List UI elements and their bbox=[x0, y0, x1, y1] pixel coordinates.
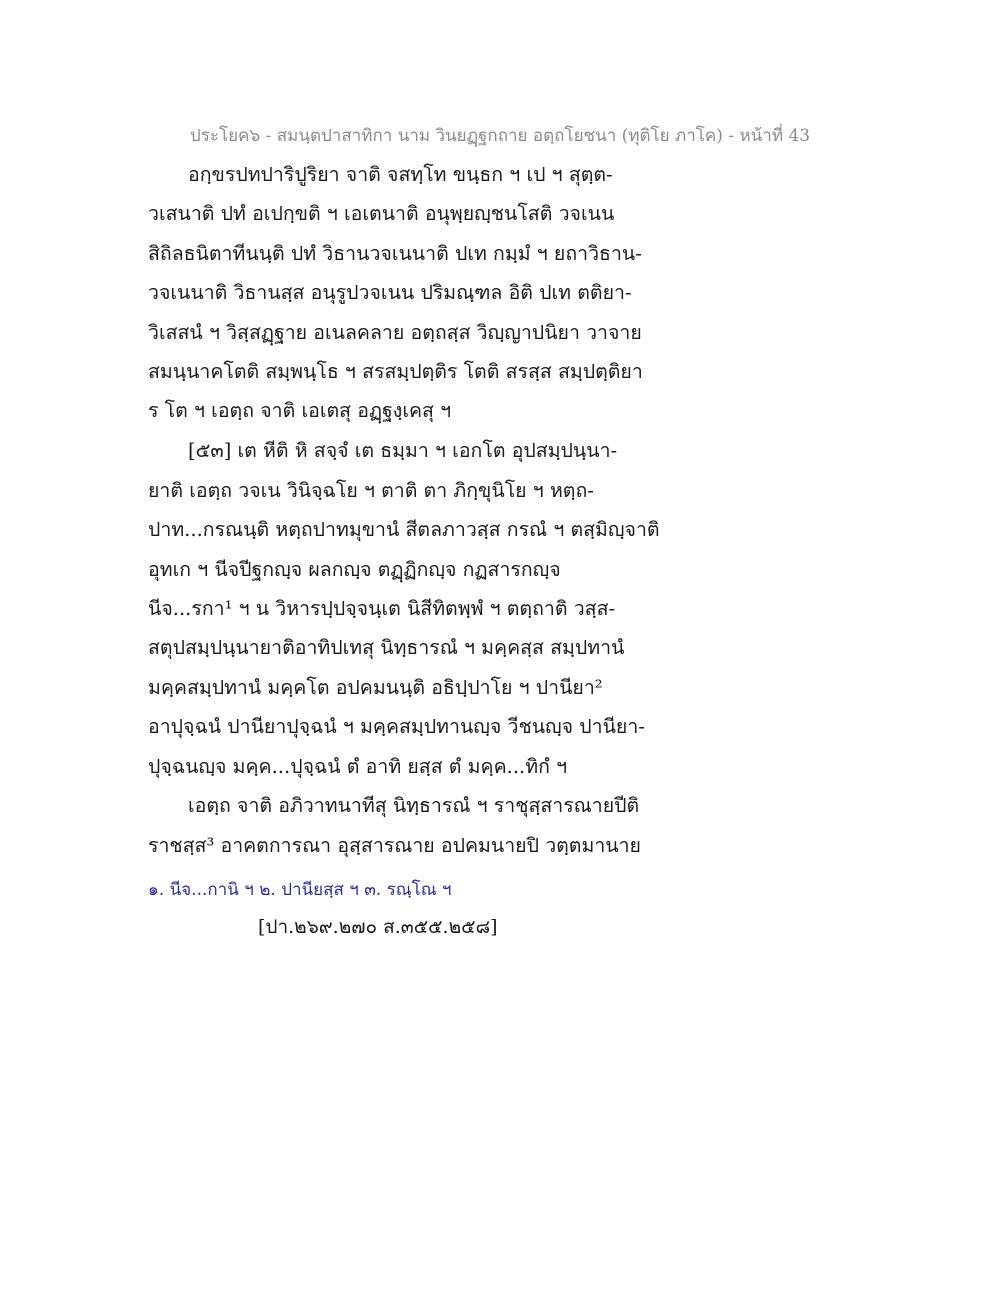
text-line: อกฺขรปทปาริปูริยา จาติ จสทฺโท ขนฺธก ฯ เป ฯ สุตฺต- bbox=[188, 163, 613, 186]
text-line: ปุจฺฉนญฺจ มคฺค...ปุจฺฉนํ ตํ อาทิ ยสฺส ตํ มคฺค...ทิกํ ฯ bbox=[148, 755, 568, 778]
text-line: มคฺคสมฺปทานํ มคฺคโต อปคมนนฺติ อธิปฺปาโย ฯ ปานียา² bbox=[148, 676, 603, 699]
footnotes: ๑. นีจ...กานิ ฯ ๒. ปานียสฺส ฯ ๓. รณฺโณ ฯ bbox=[148, 880, 452, 900]
text-line: [๕๓] เต หีติ หิ สจฺจํ เต ธมฺมา ฯ เอกโต อุปสมฺปนฺนา- bbox=[188, 439, 618, 462]
text-line: ราชสฺส³ อาคตการณา อุสฺสารณาย อปคมนายปิ วตฺตมานาย bbox=[148, 834, 641, 857]
text-line: สมนฺนาคโตติ สมฺพนฺโธ ฯ สรสมฺปตฺติร โตติ สรสฺส สมฺปตฺติยา bbox=[148, 360, 643, 383]
page-header: ประโยค๖ - สมนฺตปาสาทิกา นาม วินยฏฺฐกถาย อตฺถโยชนา (ทุติโย ภาโค) - หน้าที่ 43 bbox=[189, 126, 811, 146]
text-line: สตุปสมฺปนฺนายาติอาทิปเทสุ นิทฺธารณํ ฯ มคฺคสฺส สมฺปทานํ bbox=[148, 636, 625, 659]
text-line: อุทเก ฯ นีจปีฐกญฺจ ผลกญฺจ ตฏฺฏิกญฺจ กฏสารกญฺจ bbox=[148, 558, 561, 581]
text-line: ปาท...กรณนฺติ หตฺถปาทมุขานํ สีตลภาวสฺส กรณํ ฯ ตสฺมิญฺจาติ bbox=[148, 518, 660, 541]
text-line: ร โต ฯ เอตฺถ จาติ เอเตสุ อฏฺฐงฺเคสุ ฯ bbox=[148, 399, 452, 422]
text-line: ยาติ เอตฺถ วจเน วินิจฺฉโย ฯ ตาติ ตา ภิกฺขุนิโย ฯ หตฺถ- bbox=[148, 479, 594, 502]
text-line: นีจ...รกา¹ ฯ น วิหารปฺปจฺจนฺเต นิสีทิตพฺพํ ฯ ตตฺถาติ วสฺส- bbox=[148, 597, 616, 620]
text-line: อาปุจฺฉนํ ปานียาปุจฺฉนํ ฯ มคฺคสมฺปทานญฺจ วีชนญฺจ ปานียา- bbox=[148, 715, 645, 738]
text-line: เอตฺถ จาติ อภิวาทนาทีสุ นิทฺธารณํ ฯ ราชุสฺสารณายปีติ bbox=[188, 794, 640, 817]
page-reference: [ปา.๒๖๙.๒๗๐ ส.๓๕๕.๒๕๘] bbox=[258, 916, 498, 938]
text-line: วจเนนาติ วิธานสฺส อนุรูปวจเนน ปริมณฺฑล อิติ ปเท ตติยา- bbox=[148, 281, 632, 304]
text-line: วิเสสนํ ฯ วิสฺสฏฺฐาย อเนลคลาย อตฺถสฺส วิญฺญาปนิยา วาจาย bbox=[148, 321, 642, 344]
text-line: สิถิลธนิตาทีนนฺติ ปทํ วิธานวจเนนาติ ปเท กมฺมํ ฯ ยถาวิธาน- bbox=[148, 242, 642, 265]
text-line: วเสนาติ ปทํ อเปกฺขติ ฯ เอเตนาติ อนุพฺยญฺชนโสติ วจเนน bbox=[148, 202, 615, 225]
